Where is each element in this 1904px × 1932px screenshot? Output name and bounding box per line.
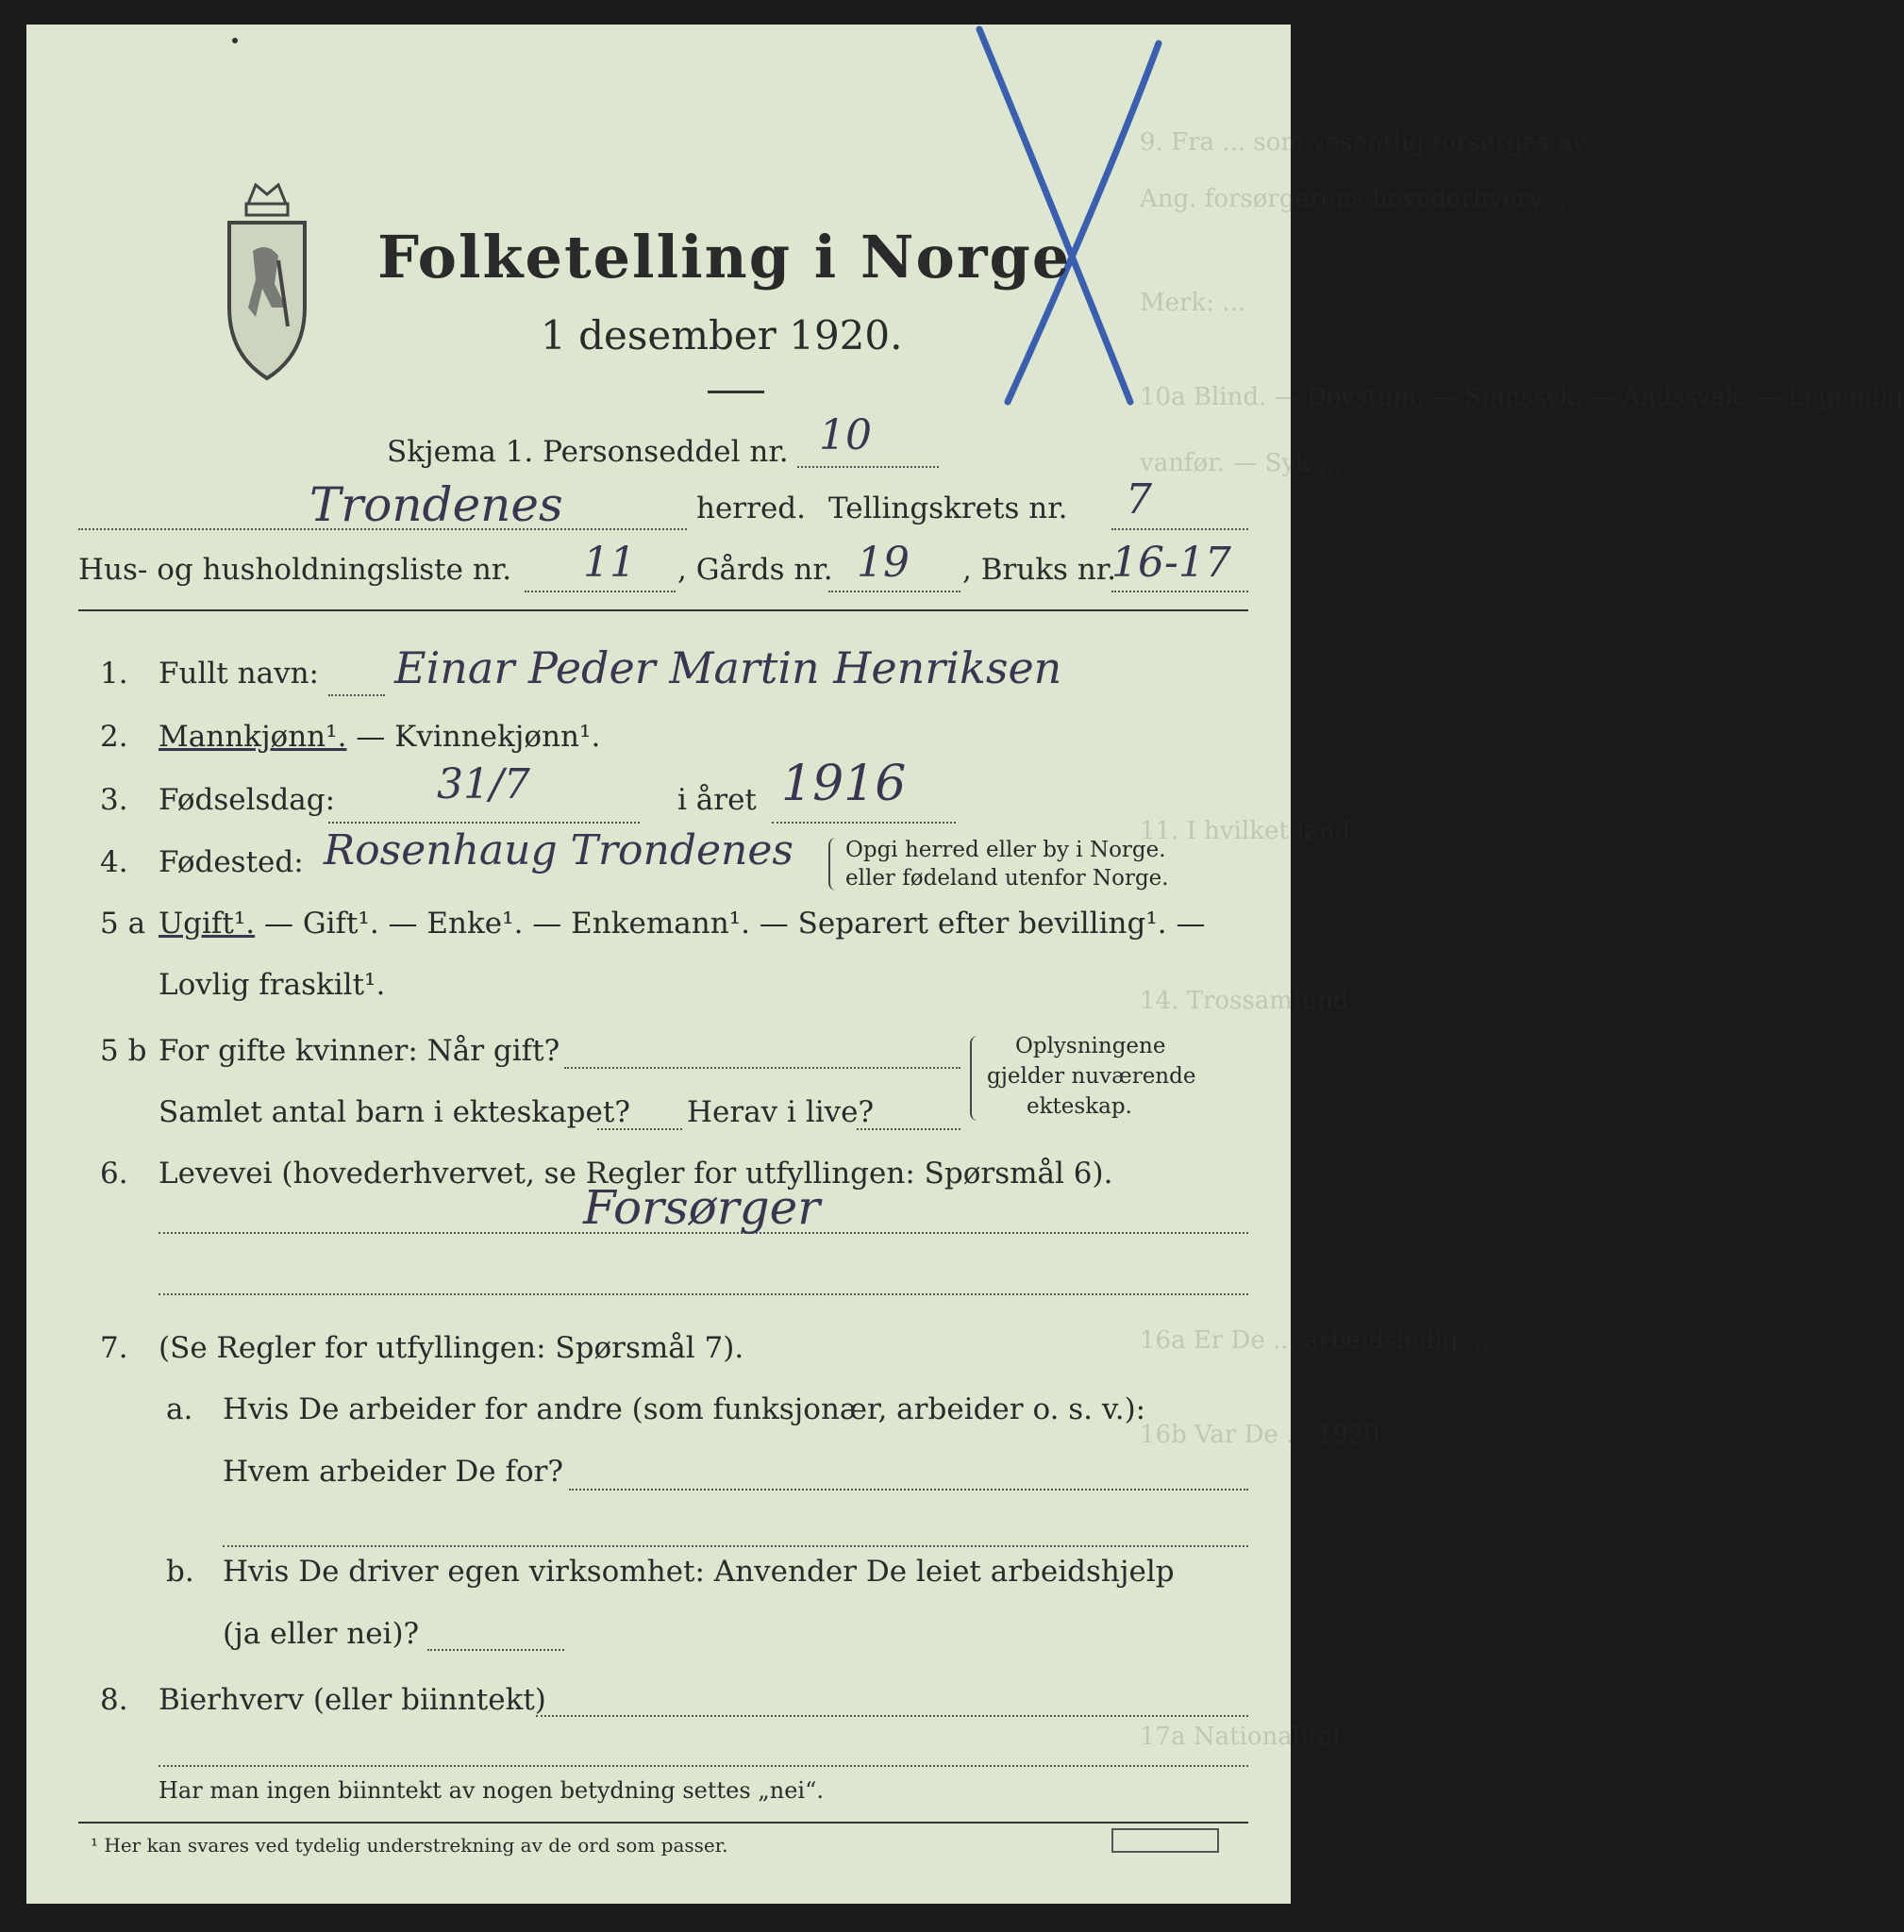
q7a-label: Hvis De arbeider for andre (som funksjonær, arbeider o. s. v.): [223,1392,1146,1426]
q4-birthplace-value: Rosenhaug Trondenes [324,826,794,874]
census-date: 1 desember 1920. [541,312,903,358]
form-title: Folketelling i Norge [377,223,1072,291]
q5a-line2: Lovlig fraskilt¹. [159,968,386,1002]
q3-year-value: 1916 [781,756,907,812]
q7b-label: Hvis De driver egen virksomhet: Anvender De leiet arbeidshjelp [223,1555,1175,1589]
q5a-other-options: — Gift¹. — Enke¹. — Enkemann¹. — Separert efter bevilling¹. — [255,907,1206,941]
bleed-through-text: 16a Er De ... arbeidsledig ... [1140,1326,1490,1355]
q7a-number: a. [166,1392,193,1426]
bleed-through-text: 9. Fra ... som vesentlig forsørges av ... [1140,128,1617,157]
q1-full-name-value: Einar Peder Martin Henriksen [394,642,1062,693]
q2-male-option: Mannkjønn¹. [159,720,347,754]
q7-label: (Se Regler for utfyllingen: Spørsmål 7). [159,1331,744,1365]
q5b-note-line1: Oplysningene [1015,1034,1166,1058]
bleed-through-text: vanfør. — Syk ... [1140,449,1342,477]
bruks-label: , Bruks nr. [962,553,1117,587]
bleed-through-text: 10a Blind. — Døvstum. — Sinnssyk. — Åndssvak. — Legemlig [1140,383,1904,411]
q2-line [159,720,600,754]
q7b-answer-label: (ja eller nei)? [223,1617,420,1651]
tellingskrets-label: Tellingskrets nr. [828,491,1068,525]
gards-value: 19 [857,539,910,587]
q6-number: 6. [100,1157,128,1191]
footnote-text: ¹ Her kan svares ved tydelig understrekning av de ord som passer. [91,1834,728,1857]
q8-number: 8. [100,1683,128,1717]
schema-number-value: 10 [819,411,872,459]
title-divider [708,391,764,393]
q7a-employer-line2 [223,1545,1248,1547]
q3-birthdate-line [328,822,640,824]
q5b-alive-label: Herav i live? [687,1095,875,1129]
q1-line [328,694,385,696]
herred-label: herred. [696,491,806,525]
q8-label: Bierhverv (eller biinntekt) [159,1683,546,1717]
q8-line2 [159,1765,1248,1767]
q3-label: Fødselsdag: [159,783,336,817]
bruks-value: 16-17 [1111,539,1231,587]
herred-value: Trondenes [309,477,563,532]
q7b-number: b. [166,1555,194,1589]
q5b-note-brace [970,1036,981,1121]
schema-number-line [797,466,939,468]
q5b-children-line [597,1128,682,1130]
ink-dot [232,38,238,43]
q5b-alive-line [857,1128,960,1130]
gards-line [828,591,960,592]
census-form [26,25,1904,1904]
q2-separator: — [346,720,395,754]
husliste-line [525,591,676,592]
q4-note-brace [828,838,840,891]
q6-label: Levevei (hovederhvervet, se Regler for utfyllingen: Spørsmål 6). [159,1157,1113,1191]
q7a-employer-line [569,1489,1248,1491]
q3-year-line [772,822,956,824]
bleed-through-text: Merk: ... [1140,289,1246,317]
q5b-note-line2: gjelder nuværende [987,1064,1196,1089]
bruks-line [1111,591,1248,592]
q5b-number: 5 b [100,1034,147,1068]
q1-number: 1. [100,657,128,691]
q5b-children-label: Samlet antal barn i ekteskapet? [159,1095,630,1129]
q4-number: 4. [100,845,128,879]
header-divider [78,609,1248,611]
q5a-unmarried-option: Ugift¹. [159,907,256,941]
printer-stamp [1111,1828,1219,1853]
gards-label: , Gårds nr. [677,553,833,587]
husliste-value: 11 [583,539,636,587]
tellingskrets-value: 7 [1126,475,1152,524]
bleed-through-text: 17a Nationalitet ... [1140,1723,1374,1751]
q3-birthdate-value: 31/7 [437,760,530,808]
bleed-through-text: 14. Trossamfund ... [1140,987,1380,1015]
q5b-label: For gifte kvinner: Når gift? [159,1034,560,1068]
q5a-line [159,907,1205,941]
q2-number: 2. [100,720,128,754]
tellingskrets-line [1111,528,1248,530]
q7b-answer-line [427,1649,564,1651]
q4-label: Fødested: [159,845,304,879]
q5b-married-line [564,1067,960,1069]
q4-note-line2: eller fødeland utenfor Norge. [845,866,1169,891]
norway-coat-of-arms-icon [220,166,314,383]
bleed-through-text: 16b Var De ... 1920 ... [1140,1421,1411,1449]
bleed-through-text: 11. I hvilket land ... [1140,817,1382,845]
q6-line2 [159,1293,1248,1295]
bleed-through-text: Ang. forsørgerens hovederhverv ... [1140,185,1574,213]
q4-note-line1: Opgi herred eller by i Norge. [845,838,1166,862]
q8-note: Har man ingen biinntekt av nogen betydning settes „nei“. [159,1777,824,1804]
q7-number: 7. [100,1331,128,1365]
q1-label: Fullt navn: [159,657,319,691]
q3-number: 3. [100,783,128,817]
q2-female-option: Kvinnekjønn¹. [394,720,601,754]
q7a-employer-label: Hvem arbeider De for? [223,1455,564,1489]
q5a-number: 5 a [100,907,146,941]
footnote-divider [78,1822,1248,1824]
q8-line1 [536,1715,1248,1717]
schema-label: Skjema 1. Personseddel nr. [387,435,789,469]
q6-occupation-value: Forsørger [583,1180,821,1235]
q5b-note-line3: ekteskap. [1027,1094,1132,1119]
husliste-label: Hus- og husholdningsliste nr. [78,553,512,587]
q3-year-label: i året [677,783,757,817]
